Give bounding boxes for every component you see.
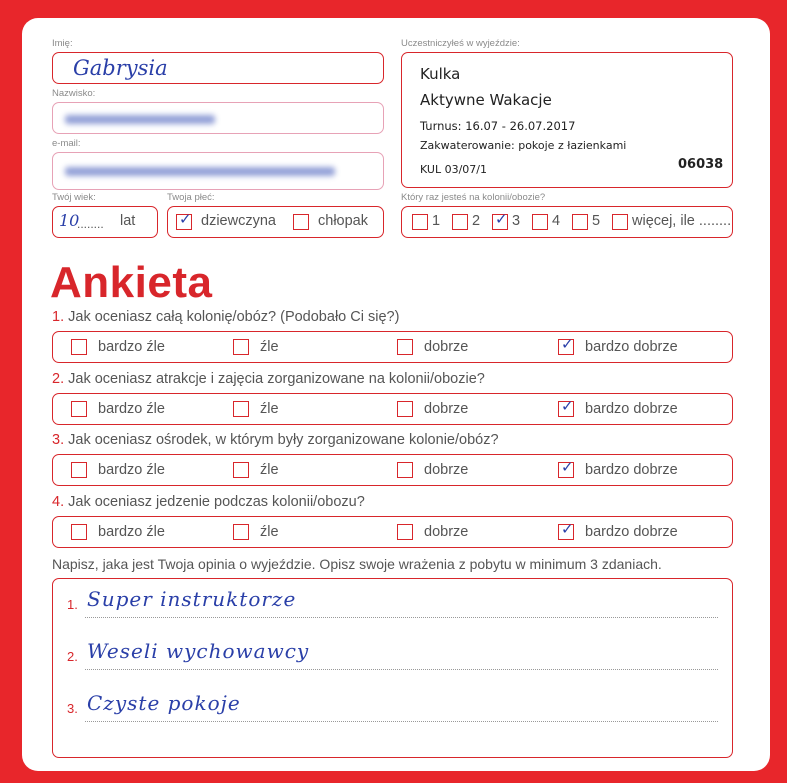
checkbox-times-4[interactable] — [532, 214, 548, 230]
age-value: 10 — [59, 211, 80, 230]
checkbox-q4-bardzo-zle[interactable] — [71, 524, 87, 540]
checkmark-icon: ✓ — [561, 397, 574, 415]
redacted-email — [65, 167, 335, 176]
checkbox-q4-dobrze[interactable] — [397, 524, 413, 540]
checkbox-times-2[interactable] — [452, 214, 468, 230]
option-label: bardzo źle — [98, 462, 165, 478]
times-field — [401, 206, 733, 238]
option-label: bardzo dobrze — [585, 339, 678, 355]
times-option-3: 3 — [512, 213, 521, 229]
option-label: bardzo dobrze — [585, 462, 678, 478]
times-option-4: 4 — [552, 213, 561, 229]
gender-field — [167, 206, 384, 238]
survey-title: Ankieta — [50, 258, 213, 307]
option-label: dobrze — [424, 339, 469, 355]
survey-sheet — [22, 18, 770, 771]
age-label: Twój wiek: — [52, 192, 96, 203]
opinion-line-1-num: 1. — [67, 597, 78, 612]
checkbox-boy[interactable] — [293, 214, 309, 230]
checkbox-q2-bardzo-dobrze[interactable] — [558, 397, 574, 417]
age-dots: ........ — [77, 217, 104, 231]
times-option-1: 1 — [432, 213, 441, 229]
option-label: dobrze — [424, 401, 469, 417]
opinion-line-1: Super instruktorze — [87, 587, 297, 611]
checkbox-q3-bardzo-dobrze[interactable] — [558, 458, 574, 478]
checkbox-q2-zle[interactable] — [233, 401, 249, 417]
checkbox-q3-zle[interactable] — [233, 462, 249, 478]
dotted-line — [85, 721, 718, 722]
option-label: źle — [260, 401, 279, 417]
opinion-prompt: Napisz, jaka jest Twoja opinia o wyjeździe. Opisz swoje wrażenia z pobytu w minimum 3 zdaniach. — [52, 556, 662, 572]
name-label: Imię: — [52, 38, 73, 49]
option-label: dobrze — [424, 524, 469, 540]
checkbox-q4-bardzo-dobrze[interactable] — [558, 520, 574, 540]
answer-row-3 — [52, 454, 733, 486]
question-4: 4. Jak oceniasz jedzenie podczas kolonii/obozu? — [52, 494, 365, 510]
checkmark-icon: ✓ — [561, 335, 574, 353]
checkbox-q1-dobrze[interactable] — [397, 339, 413, 355]
times-option-2: 2 — [472, 213, 481, 229]
checkbox-times-1[interactable] — [412, 214, 428, 230]
name-field[interactable] — [52, 52, 384, 84]
email-label: e-mail: — [52, 138, 81, 149]
checkbox-q1-bardzo-zle[interactable] — [71, 339, 87, 355]
times-label: Który raz jesteś na kolonii/obozie? — [401, 192, 546, 203]
question-3: 3. Jak oceniasz ośrodek, w którym były zorganizowane kolonie/obóz? — [52, 432, 499, 448]
answer-row-2 — [52, 393, 733, 425]
checkmark-icon: ✓ — [179, 210, 192, 228]
dotted-line — [85, 669, 718, 670]
option-label: bardzo dobrze — [585, 401, 678, 417]
option-label: bardzo źle — [98, 401, 165, 417]
opinion-box[interactable] — [52, 578, 733, 758]
checkbox-q3-bardzo-zle[interactable] — [71, 462, 87, 478]
camp-program: Aktywne Wakacje — [420, 91, 552, 109]
checkbox-times-5[interactable] — [572, 214, 588, 230]
option-label: dobrze — [424, 462, 469, 478]
redacted-surname — [65, 115, 215, 124]
email-field[interactable] — [52, 152, 384, 190]
opinion-line-3: Czyste pokoje — [87, 691, 241, 715]
checkmark-icon: ✓ — [561, 520, 574, 538]
camp-turnus: Turnus: 16.07 - 26.07.2017 — [420, 119, 576, 133]
option-label: bardzo dobrze — [585, 524, 678, 540]
checkbox-q3-dobrze[interactable] — [397, 462, 413, 478]
option-label: bardzo źle — [98, 524, 165, 540]
gender-label: Twoja płeć: — [167, 192, 215, 203]
camp-code: KUL 03/07/1 — [420, 163, 487, 176]
camp-number: 06038 — [678, 157, 724, 172]
checkmark-icon: ✓ — [561, 458, 574, 476]
checkbox-q1-zle[interactable] — [233, 339, 249, 355]
checkmark-icon: ✓ — [495, 210, 508, 228]
camp-name: Kulka — [420, 65, 461, 83]
opinion-line-3-num: 3. — [67, 701, 78, 716]
checkbox-q4-zle[interactable] — [233, 524, 249, 540]
age-field[interactable] — [52, 206, 158, 238]
question-1: 1. Jak oceniasz całą kolonię/obóz? (Podobało Ci się?) — [52, 309, 400, 325]
checkbox-q2-dobrze[interactable] — [397, 401, 413, 417]
option-label: bardzo źle — [98, 339, 165, 355]
answer-row-4 — [52, 516, 733, 548]
checkbox-q2-bardzo-zle[interactable] — [71, 401, 87, 417]
opinion-line-2-num: 2. — [67, 649, 78, 664]
camp-info-box — [401, 52, 733, 188]
camp-accommodation: Zakwaterowanie: pokoje z łazienkami — [420, 139, 627, 152]
question-2: 2. Jak oceniasz atrakcje i zajęcia zorganizowane na kolonii/obozie? — [52, 371, 485, 387]
checkbox-times-more[interactable] — [612, 214, 628, 230]
camp-label: Uczestniczyłeś w wyjeździe: — [401, 38, 520, 49]
times-option-5: 5 — [592, 213, 601, 229]
surname-field[interactable] — [52, 102, 384, 134]
dotted-line — [85, 617, 718, 618]
checkbox-times-3[interactable] — [492, 210, 508, 230]
option-label: źle — [260, 462, 279, 478]
opinion-line-2: Weseli wychowawcy — [87, 639, 310, 663]
option-label: źle — [260, 524, 279, 540]
checkbox-girl[interactable] — [176, 210, 192, 230]
name-value: Gabrysia — [73, 56, 168, 80]
option-label: źle — [260, 339, 279, 355]
gender-boy-label: chłopak — [318, 213, 368, 229]
checkbox-q1-bardzo-dobrze[interactable] — [558, 335, 574, 355]
answer-row-1 — [52, 331, 733, 363]
surname-label: Nazwisko: — [52, 88, 96, 99]
times-option-more: więcej, ile ........ — [632, 213, 732, 229]
age-unit: lat — [120, 213, 136, 229]
gender-girl-label: dziewczyna — [201, 213, 276, 229]
